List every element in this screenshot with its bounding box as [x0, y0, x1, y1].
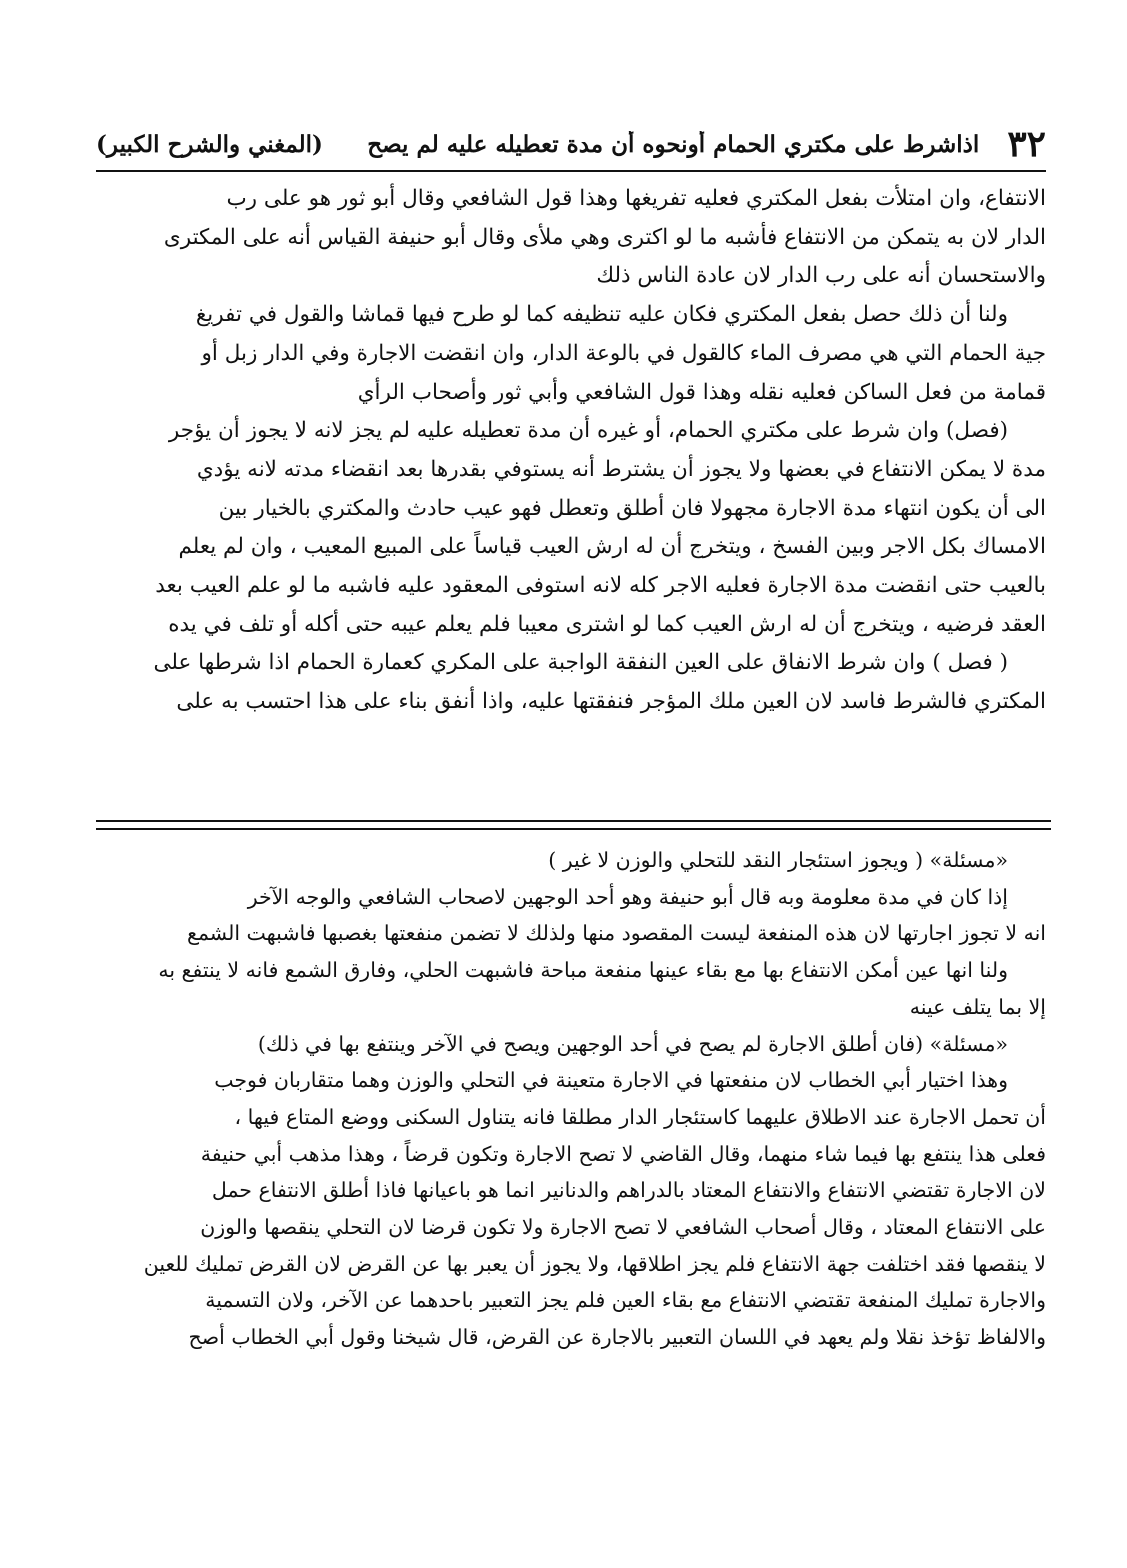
text-line: قمامة من فعل الساكن فعليه نقله وهذا قول الشافعي وأبي ثور وأصحاب الرأي — [357, 379, 1046, 405]
text-line: والاستحسان أنه على رب الدار لان عادة الناس ذلك — [596, 263, 1046, 289]
text-line: إذا كان في مدة معلومة وبه قال أبو حنيفة وهو أحد الوجهين لاصحاب الشافعي والوجه الآخر — [247, 884, 1008, 909]
text-line: «مسئلة» (فان أطلق الاجارة لم يصح في أحد الوجهين ويصح في الآخر وينتفع بها في ذلك) — [257, 1031, 1008, 1056]
text-line: بالعيب حتى انقضت مدة الاجارة فعليه الاجر كله لانه استوفى المعقود عليه فاشبه ما لو علم العيب بعد — [155, 573, 1046, 599]
text-line: إلا بما يتلف عينه — [909, 994, 1046, 1019]
text-line: فعلى هذا ينتفع بها فيما شاء منهما، وقال القاضي لا تصح الاجارة وتكون قرضاً ، وهذا مذهب أبي حنيفة — [200, 1141, 1046, 1166]
text-line: ولنا أن ذلك حصل بفعل المكتري فكان عليه تنظيفه كما لو طرح فيها قماشا والقول في تفريغ — [195, 302, 1008, 328]
main-text — [96, 842, 1046, 1356]
text-line: أن تحمل الاجارة عند الاطلاق عليهما كاستئجار الدار مطلقا فانه يتناول السكنى ووضع المتاع فيها ، — [234, 1104, 1046, 1129]
page-number: ٣٢ — [1007, 123, 1046, 165]
text-line: مدة لا يمكن الانتفاع في بعضها ولا يجوز أن يشترط أنه يستوفي بقدرها بعد انقضاء مدته لانه يؤدي — [196, 456, 1046, 482]
book-title: (المغني والشرح الكبير) — [96, 130, 323, 158]
text-line: والاجارة تمليك المنفعة تقتضي الانتفاع مع بقاء العين فلم يجز التعبير باحدهما عن الآخر، ولان التسمية — [205, 1288, 1046, 1313]
text-line: الدار لان به يتمكن من الانتفاع فأشبه ما لو اكترى وهي ملأى وقال أبو حنيفة القياس أنه على المكترى — [163, 224, 1046, 250]
text-line: الانتفاع، وان امتلأت بفعل المكتري فعليه تفريغها وهذا قول الشافعي وقال أبو ثور هو على رب — [226, 186, 1046, 211]
text-line: الامساك بكل الاجر وبين الفسخ ، ويتخرج أن له ارش العيب قياساً على المبيع المعيب ، وان لم يعلم — [178, 534, 1046, 560]
text-line: جية الحمام التي هي مصرف الماء كالقول في بالوعة الدار، وان انقضت الاجارة وفي الدار زبل أو — [201, 340, 1046, 366]
text-line: انه لا تجوز اجارتها لان هذه المنفعة ليست المقصود منها ولذلك لا تضمن منفعتها بغصبها فاشبهت الشمع — [187, 921, 1046, 946]
text-line: لان الاجارة تقتضي الانتفاع والانتفاع المعتاد بالدراهم والدنانير انما هو باعيانها فاذا أطلق الانتفاع حمل — [211, 1178, 1046, 1203]
text-line: لا ينقصها فقد اختلفت جهة الانتفاع فلم يجز اطلاقها، ولا يجوز أن يعبر بها عن القرض لان القرض تمليك للعين — [143, 1251, 1046, 1276]
text-line: على الانتفاع المعتاد ، وقال أصحاب الشافعي لا تصح الاجارة ولا تكون قرضا لان التحلي ينقصها والوزن — [200, 1215, 1046, 1240]
page-header — [96, 118, 1046, 172]
text-line: «مسئلة» ( ويجوز استئجار النقد للتحلي والوزن لا غير ) — [548, 848, 1008, 872]
text-line: العقد فرضيه ، ويتخرج أن له ارش العيب كما لو اشترى معيبا فلم يعلم عيبه حتى أكله أو تلف في يده — [168, 611, 1046, 637]
text-line: المكتري فالشرط فاسد لان العين ملك المؤجر فنفقتها عليه، واذا أنفق بناء على هذا احتسب به على — [176, 689, 1046, 715]
text-line: ( فصل ) وان شرط الانفاق على العين النفقة الواجبة على المكري كعمارة الحمام اذا شرطها على — [153, 650, 1008, 676]
text-line: ولنا انها عين أمكن الانتفاع بها مع بقاء عينها منفعة مباحة فاشبهت الحلي، وفارق الشمع فانه لا ينتفع به — [158, 958, 1008, 983]
running-title: اذاشرط على مكتري الحمام أونحوه أن مدة تعطيله عليه لم يصح — [367, 130, 980, 158]
text-line: والالفاظ تؤخذ نقلا ولم يعهد في اللسان التعبير بالاجارة عن القرض، قال شيخنا وقول أبي الخطاب أصح — [188, 1325, 1046, 1350]
commentary-text — [96, 180, 1046, 722]
text-line: (فصل) وان شرط على مكتري الحمام، أو غيره أن مدة تعطيله عليه لم يجز لانه لا يجوز أن يؤجر — [168, 418, 1008, 444]
text-line: الى أن يكون انتهاء مدة الاجارة مجهولا فان أطلق وتعطل فهو عيب حادث والمكتري بالخيار بين — [218, 495, 1046, 521]
section-divider — [96, 820, 1051, 830]
text-line: وهذا اختيار أبي الخطاب لان منفعتها في الاجارة متعينة في التحلي والوزن وهما متقاربان فوجب — [214, 1068, 1008, 1093]
